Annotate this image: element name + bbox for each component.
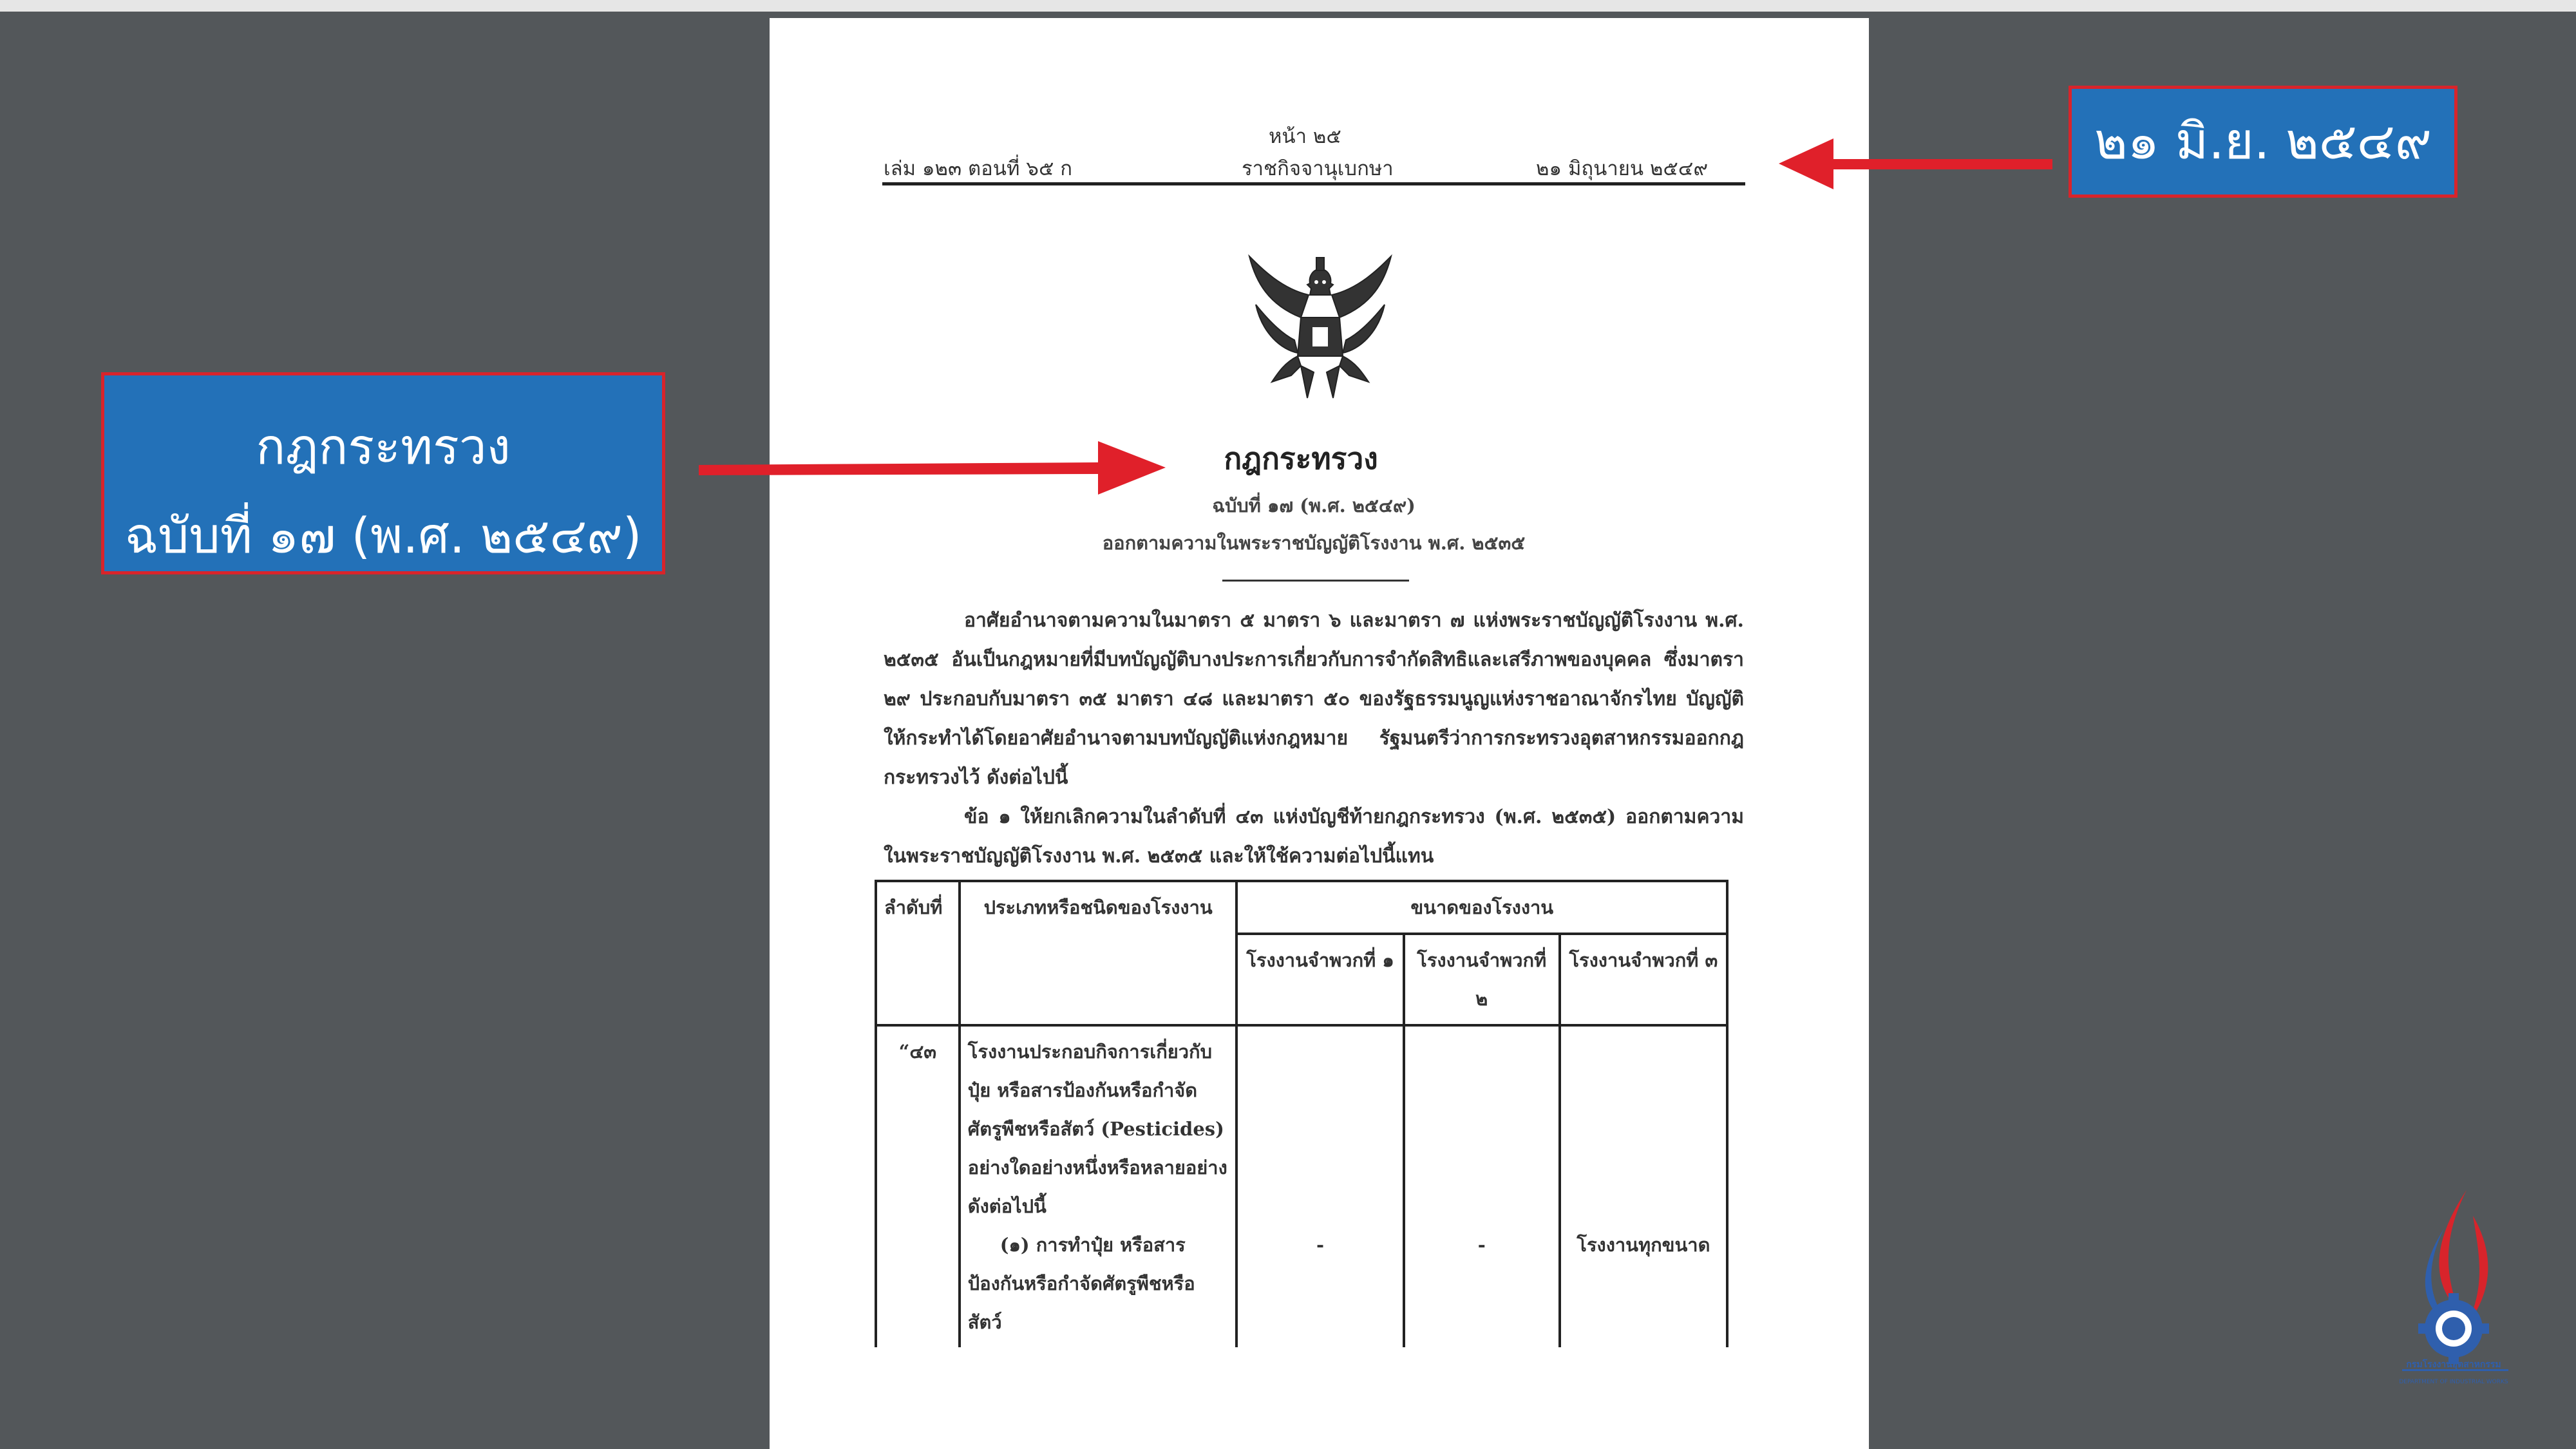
header-gazette: ราชกิจจานุเบกษา	[1242, 157, 1394, 180]
arrow-right-icon	[699, 438, 1166, 502]
row-type-text: โรงงานประกอบกิจการเกี่ยวกับปุ๋ย หรือสารป้องกันหรือกำจัดศัตรูพืชหรือสัตว์ (Pesticides) อย่างใดอย่างหนึ่งหรือหลายอย่างดังต่อไปนี้	[967, 1041, 1227, 1217]
document-title: กฎกระทรวง	[1224, 441, 1378, 476]
table-header-no: ลำดับที่	[876, 881, 960, 1025]
logo-name-en: DEPARTMENT OF INDUSTRIAL WORKS	[2399, 1379, 2508, 1385]
callout-edition: ฉบับที่ ๑๗ (พ.ศ. ๒๕๔๙)	[124, 507, 642, 564]
top-bar	[0, 0, 2576, 12]
callout-date: ๒๑ มิ.ย. ๒๕๔๙	[2094, 113, 2432, 171]
arrow-left-icon	[1779, 137, 2052, 191]
header-volume: เล่ม ๑๒๓ ตอนที่ ๖๕ ก	[884, 157, 1073, 180]
table-header-type: ประเภทหรือชนิดของโรงงาน	[960, 881, 1237, 1025]
logo-name-th: กรมโรงงานอุตสาหกรรม	[2406, 1359, 2501, 1370]
document-body	[884, 601, 1744, 876]
table-row-no: “๔๓	[876, 1025, 960, 1347]
callout-title: กฎกระทรวง	[256, 418, 511, 475]
regulation-callout	[101, 372, 665, 574]
garuda-emblem-icon	[1236, 243, 1404, 411]
table-row-class-3: โรงงานทุกขนาด	[1560, 1025, 1727, 1347]
title-divider	[1222, 580, 1409, 582]
row-sub-item: (๑) การทำปุ๋ย หรือสารป้องกันหรือกำจัดศัตรูพืชหรือสัตว์	[967, 1234, 1195, 1333]
table-row-class-1: -	[1236, 1025, 1403, 1347]
department-logo-icon	[2370, 1190, 2537, 1403]
table-header-class-2: โรงงานจำพวกที่ ๒	[1404, 934, 1560, 1025]
header-divider	[882, 182, 1745, 185]
header-date: ๒๑ มิถุนายน ๒๕๔๙	[1536, 157, 1709, 180]
table-header-size: ขนาดของโรงงาน	[1236, 881, 1727, 934]
table-row-class-2: -	[1404, 1025, 1560, 1347]
factory-classification-table	[875, 880, 1728, 1347]
preamble-paragraph: อาศัยอำนาจตามความในมาตรา ๕ มาตรา ๖ และมาตรา ๗ แห่งพระราชบัญญัติโรงงาน พ.ศ. ๒๕๓๕ อันเป็นกฎหมายที่มีบทบัญญัติบางประการเกี่ยวกับการจำกัดสิทธิและเสรีภาพของบุคคล ซึ่งมาตรา ๒๙ ประกอบกับมาตรา ๓๕ มาตรา ๔๘ และมาตรา ๕๐ ของรัฐธรรมนูญแห่งราชอาณาจักรไทย บัญญัติให้กระทำได้โดยอาศัยอำนาจตามบทบัญญัติแห่งกฎหมาย รัฐมนตรีว่าการกระทรวงอุตสาหกรรมออกกฎกระทรวงไว้ ดังต่อไปนี้	[884, 609, 1744, 789]
document-issued-under: ออกตามความในพระราชบัญญัติโรงงาน พ.ศ. ๒๕๓๕	[1102, 532, 1526, 554]
clause-1-paragraph: ข้อ ๑ ให้ยกเลิกความในลำดับที่ ๔๓ แห่งบัญชีท้ายกฎกระทรวง (พ.ศ. ๒๕๓๕) ออกตามความในพระราชบัญญัติโรงงาน พ.ศ. ๒๕๓๕ และให้ใช้ความต่อไปนี้แทน	[884, 806, 1744, 867]
table-row-type	[960, 1025, 1237, 1347]
document-edition: ฉบับที่ ๑๗ (พ.ศ. ๒๕๔๙)	[1212, 495, 1416, 516]
table-header-class-3: โรงงานจำพวกที่ ๓	[1560, 934, 1727, 1025]
table-header-class-1: โรงงานจำพวกที่ ๑	[1236, 934, 1403, 1025]
header-page-number: หน้า ๒๕	[1269, 125, 1341, 148]
date-callout	[2069, 86, 2458, 198]
